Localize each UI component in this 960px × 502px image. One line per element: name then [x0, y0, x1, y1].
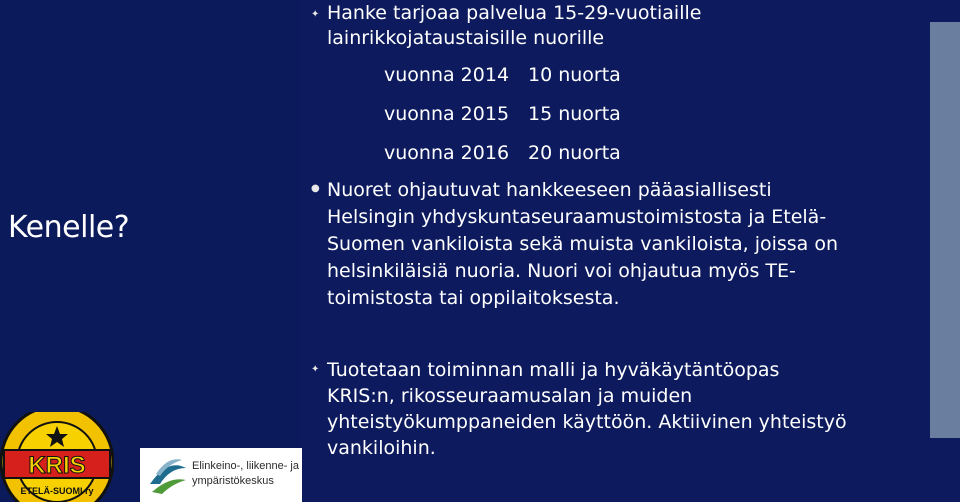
ely-emblem-icon — [146, 454, 190, 498]
year-count: 15 nuorta — [528, 103, 621, 125]
ely-logo — [140, 448, 302, 502]
bullet-2-line: helsinkiläisiä nuoria. Nuori voi ohjautua myös TE- — [327, 260, 796, 282]
kris-logo — [0, 412, 114, 502]
ely-logo-line: Elinkeino-, liikenne- ja — [192, 460, 299, 472]
bullet-3 — [327, 357, 847, 461]
bullet-2-line: Helsingin yhdyskuntaseuraamustoimistosta ja Etelä- — [327, 206, 827, 228]
bullet-3-line: Tuotetaan toiminnan malli ja hyväkäytäntöopas — [327, 359, 780, 381]
bullet-1-line: lainrikkojataustaisille nuorille — [327, 27, 605, 49]
kris-logo-text: KRIS — [28, 452, 86, 479]
accent-bar — [930, 22, 960, 438]
bullet-icon: ✦ — [311, 364, 320, 375]
kris-logo-ring-text: ETELÄ-SUOMI ry — [20, 486, 94, 496]
bullet-2-line: Nuoret ohjautuvat hankkeeseen pääasiallisesti — [327, 179, 772, 201]
year-count: 10 nuorta — [528, 64, 621, 86]
year-count: 20 nuorta — [528, 142, 621, 164]
year-label: vuonna 2015 — [384, 103, 510, 125]
bullet-2-line: toimistosta tai oppilaitoksesta. — [327, 287, 620, 309]
bullet-2-line: Suomen vankiloista sekä muista vankiloista, joissa on — [327, 233, 839, 255]
year-label: vuonna 2014 — [384, 64, 510, 86]
ely-logo-text — [192, 459, 299, 489]
bullet-3-line: yhteistyökumppaneiden käyttöön. Aktiivinen yhteistyö — [327, 411, 847, 433]
bullet-icon: ✦ — [311, 9, 320, 20]
year-label: vuonna 2016 — [384, 142, 510, 164]
bullet-2 — [327, 177, 838, 312]
bullet-3-line: vankiloihin. — [327, 437, 436, 459]
ely-logo-line: ympäristökeskus — [192, 475, 274, 487]
bullet-1-line: Hanke tarjoaa palvelua 15-29-vuotiaille — [327, 2, 702, 24]
bullet-3-line: KRIS:n, rikosseuraamusalan ja muiden — [327, 385, 693, 407]
bullet-icon: ● — [311, 183, 320, 194]
bullet-1 — [327, 1, 701, 51]
page-title: Kenelle? — [8, 210, 130, 245]
